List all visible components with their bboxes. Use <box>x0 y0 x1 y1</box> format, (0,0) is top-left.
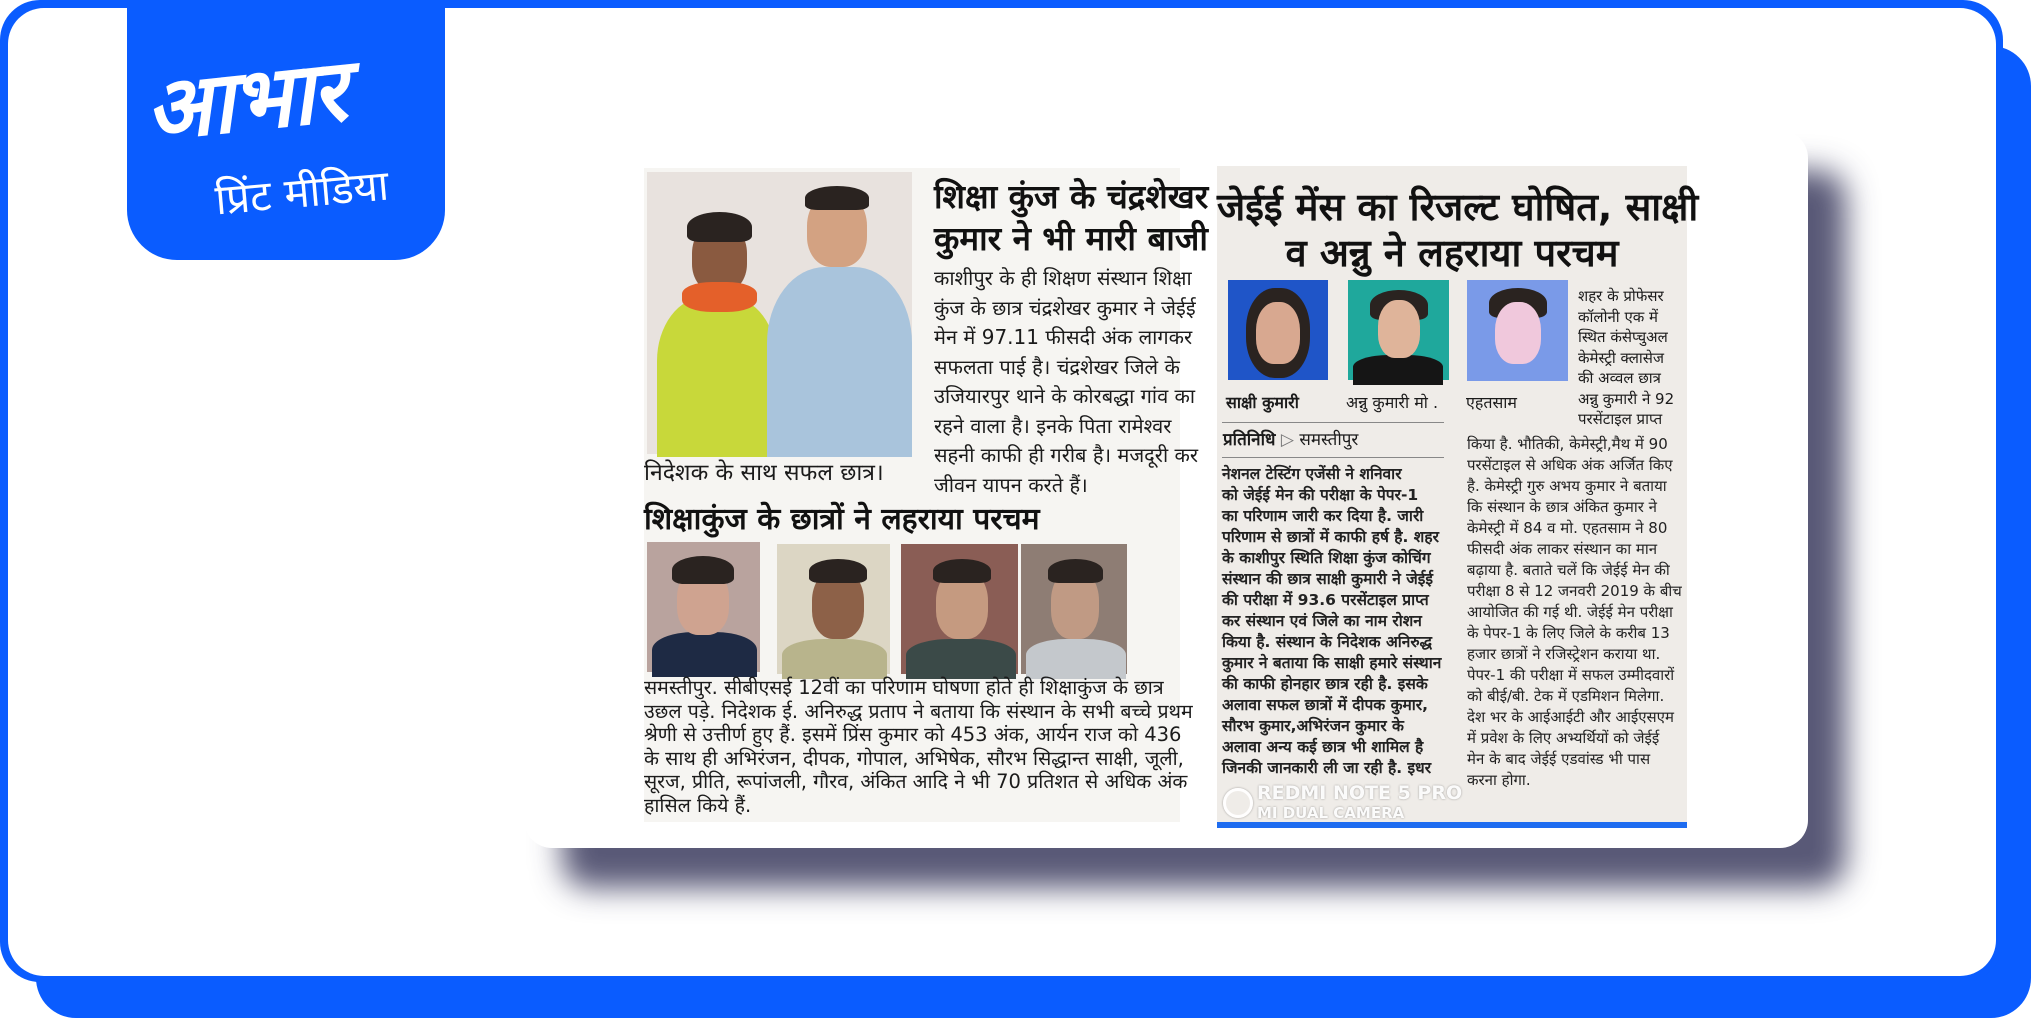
byline-label: प्रतिनिधि <box>1223 430 1276 450</box>
photo-ehtasam <box>1467 280 1568 381</box>
byline <box>1223 428 1358 452</box>
photo-name: साक्षी कुमारी <box>1226 393 1299 412</box>
logo-subtitle: प्रिंट मीडिया <box>213 160 391 225</box>
headline: शिक्षा कुंज के चंद्रशेखर कुमार ने भी मारी बाजी <box>934 177 1209 258</box>
photo-caption: निदेशक के साथ सफल छात्र। <box>644 460 884 486</box>
photo-name: एहतसाम <box>1466 393 1517 412</box>
left-newspaper-clipping <box>644 168 1209 822</box>
photo-student-with-director <box>647 172 912 454</box>
byline-place: समस्तीपुर <box>1299 430 1359 450</box>
student-photo <box>647 542 760 672</box>
photo-name: अन्नु कुमारी मो . <box>1346 393 1439 412</box>
camera-logo-icon <box>1223 788 1253 818</box>
divider <box>1222 457 1444 458</box>
camera-watermark: REDMI NOTE 5 PRO <box>1257 782 1463 804</box>
right-newspaper-clipping <box>1217 166 1699 828</box>
headline: जेईई मेंस का रिजल्ट घोषित, साक्षी व अन्नु ने लहराया परचम <box>1217 185 1699 275</box>
divider <box>1222 422 1444 423</box>
brand-logo <box>127 0 445 260</box>
side-column-text: शहर के प्रोफेसर कॉलोनी एक में स्थित कंसेप्चुअल केमेस्ट्री क्लासेज की अव्वल छात्र अन्नु कुमारी ने 92 परसेंटाइल प्राप्त <box>1578 287 1675 428</box>
student-photo <box>777 544 890 674</box>
photo-edge-strip <box>1217 822 1687 828</box>
student-photo <box>1021 544 1127 674</box>
story-text: काशीपुर के ही शिक्षण संस्थान शिक्षा कुंज के छात्र चंद्रशेखर कुमार ने जेईई मेन में 97.11 फीसदी अंक लागकर सफलता पाई है। चंद्रशेखर जिले के उजियारपुर थाने के कोरबद्धा गांव का रहने वाला है। इनके पिता रामेश्वर सहनी काफी ही गरीब है। मजदूरी कर जीवन यापन करते हैं। <box>934 266 1199 497</box>
photo-sakshi-kumari <box>1228 280 1328 380</box>
student-photo <box>901 544 1018 674</box>
play-arrow-icon: ▷ <box>1280 430 1294 450</box>
camera-watermark-sub: MI DUAL CAMERA <box>1257 804 1405 822</box>
article-body: समस्तीपुर. सीबीएसई 12वीं का परिणाम घोषणा होते ही शिक्षाकुंज के छात्र उछल पड़े. निदेशक ई. अनिरुद्ध प्रताप ने बताया कि संस्थान के सभी बच्चे प्रथम श्रेणी से उत्तीर्ण हुए हैं. इसमें प्रिंस कुमार को 453 अंक, आर्यन राज को 436 के साथ ही अभिरंजन, दीपक, गोपाल, अभिषेक, सौरभ सिद्धान्त साक्षी, जूली, सूरज, प्रीति, रूपांजली, गौरव, अंकित आदि ने भी 70 प्रतिशत से अधिक अंक हासिल किये हैं. <box>644 676 1193 817</box>
subheadline: शिक्षाकुंज के छात्रों ने लहराया परचम <box>644 502 1040 537</box>
column-2-text: किया है. भौतिकी, केमेस्ट्री,मैथ में 90 परसेंटाइल से अधिक अंक अर्जित किए है. केमेस्ट्री गुरु अभय कुमार ने बताया कि संस्थान के छात्र अंकित कुमार ने केमेस्ट्री में 84 व मो. एहतसाम ने 80 फीसदी अंक लाकर संस्थान का मान बढ़ाया है. बताते चलें कि जेईई मेन की परीक्षा 8 से 12 जनवरी 2019 के बीच आयोजित की गई थी. जेईई मेन परीक्षा के पेपर-1 के लिए जिले के करीब 13 हजार छात्रों ने रजिस्ट्रेशन कराया था. पेपर-1 की परीक्षा में सफल उम्मीदवारों को बीई/बी. टेक में एडमिशन मिलेगा. देश भर के आईआईटी और आईएसएम में प्रवेश के लिए अभ्यर्थियों को जेईई मेन के बाद जेईई एडवांस्ड भी पास करना होगा. <box>1467 435 1682 789</box>
photo-annu-kumari <box>1348 280 1449 380</box>
logo-title: आभार <box>140 40 350 162</box>
column-1-text: नेशनल टेस्टिंग एजेंसी ने शनिवार को जेईई मेन की परीक्षा के पेपर-1 का परिणाम जारी कर दिया है. जारी परिणाम से छात्रों में काफी हर्ष है. शहर के काशीपुर स्थिति शिक्षा कुंज कोचिंग संस्थान की छात्र साक्षी कुमारी ने जेईई की परीक्षा में 93.6 परसेंटाइल प्राप्त कर संस्थान एवं जिले का नाम रोशन किया है. संस्थान के निदेशक अनिरुद्ध कुमार ने बताया कि साक्षी हमारे संस्थान की काफी होनहार छात्र रही है. इसके अलावा सफल छात्रों में दीपक कुमार, सौरभ कुमार,अभिरंजन कुमार के अलावा अन्य कई छात्र भी शामिल है जिनकी जानकारी ली जा रही है. इधर <box>1222 465 1442 777</box>
